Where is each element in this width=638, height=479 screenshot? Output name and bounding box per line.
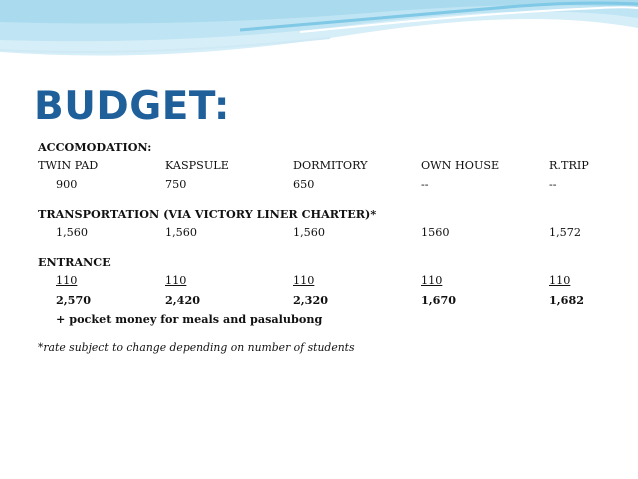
header-wave-decoration xyxy=(0,0,638,80)
accomodation-price: -- xyxy=(549,178,557,191)
total-r-trip: 1,682 xyxy=(549,293,585,307)
entrance-price: 110 xyxy=(549,274,571,287)
budget-content xyxy=(38,140,628,360)
page-title: BUDGET: xyxy=(34,84,230,129)
transportation-heading-row xyxy=(38,207,628,226)
entrance-price: 110 xyxy=(421,274,443,287)
total-own-house: 1,670 xyxy=(421,293,457,307)
accomodation-price: 750 xyxy=(165,178,187,191)
entrance-price: 110 xyxy=(56,274,78,287)
accomodation-price: 900 xyxy=(56,178,78,191)
total-twin-pad: 2,570 xyxy=(56,293,92,307)
transportation-price: 1,560 xyxy=(56,226,89,239)
option-dormitory: DORMITORY xyxy=(293,159,368,172)
entrance-heading-row xyxy=(38,255,628,274)
transportation-price: 1560 xyxy=(421,226,450,239)
option-twin-pad: TWIN PAD xyxy=(38,159,99,172)
totals-row xyxy=(38,293,628,312)
option-kaspsule: KASPSULE xyxy=(165,159,229,172)
accomodation-options-row xyxy=(38,159,628,178)
entrance-price: 110 xyxy=(293,274,315,287)
transportation-price: 1,560 xyxy=(165,226,198,239)
entrance-price: 110 xyxy=(165,274,187,287)
accomodation-prices-row xyxy=(38,178,628,197)
accomodation-price: -- xyxy=(421,178,429,191)
accomodation-price: 650 xyxy=(293,178,315,191)
accomodation-heading: ACCOMODATION: xyxy=(38,140,152,154)
total-kaspsule: 2,420 xyxy=(165,293,201,307)
transportation-prices-row xyxy=(38,226,628,245)
option-r-trip: R.TRIP xyxy=(549,159,589,172)
accomodation-heading-row xyxy=(38,140,628,159)
entrance-prices-row xyxy=(38,274,628,293)
extra-note-row xyxy=(38,312,628,331)
transportation-heading: TRANSPORTATION (VIA VICTORY LINER CHARTER)* xyxy=(38,207,377,221)
transportation-price: 1,572 xyxy=(549,226,582,239)
total-dormitory: 2,320 xyxy=(293,293,329,307)
transportation-price: 1,560 xyxy=(293,226,326,239)
option-own-house: OWN HOUSE xyxy=(421,159,500,172)
footnote-row xyxy=(38,341,628,360)
entrance-heading: ENTRANCE xyxy=(38,255,111,269)
pocket-money-note: + pocket money for meals and pasalubong xyxy=(56,312,323,326)
footnote: *rate subject to change depending on number of students xyxy=(38,341,355,354)
